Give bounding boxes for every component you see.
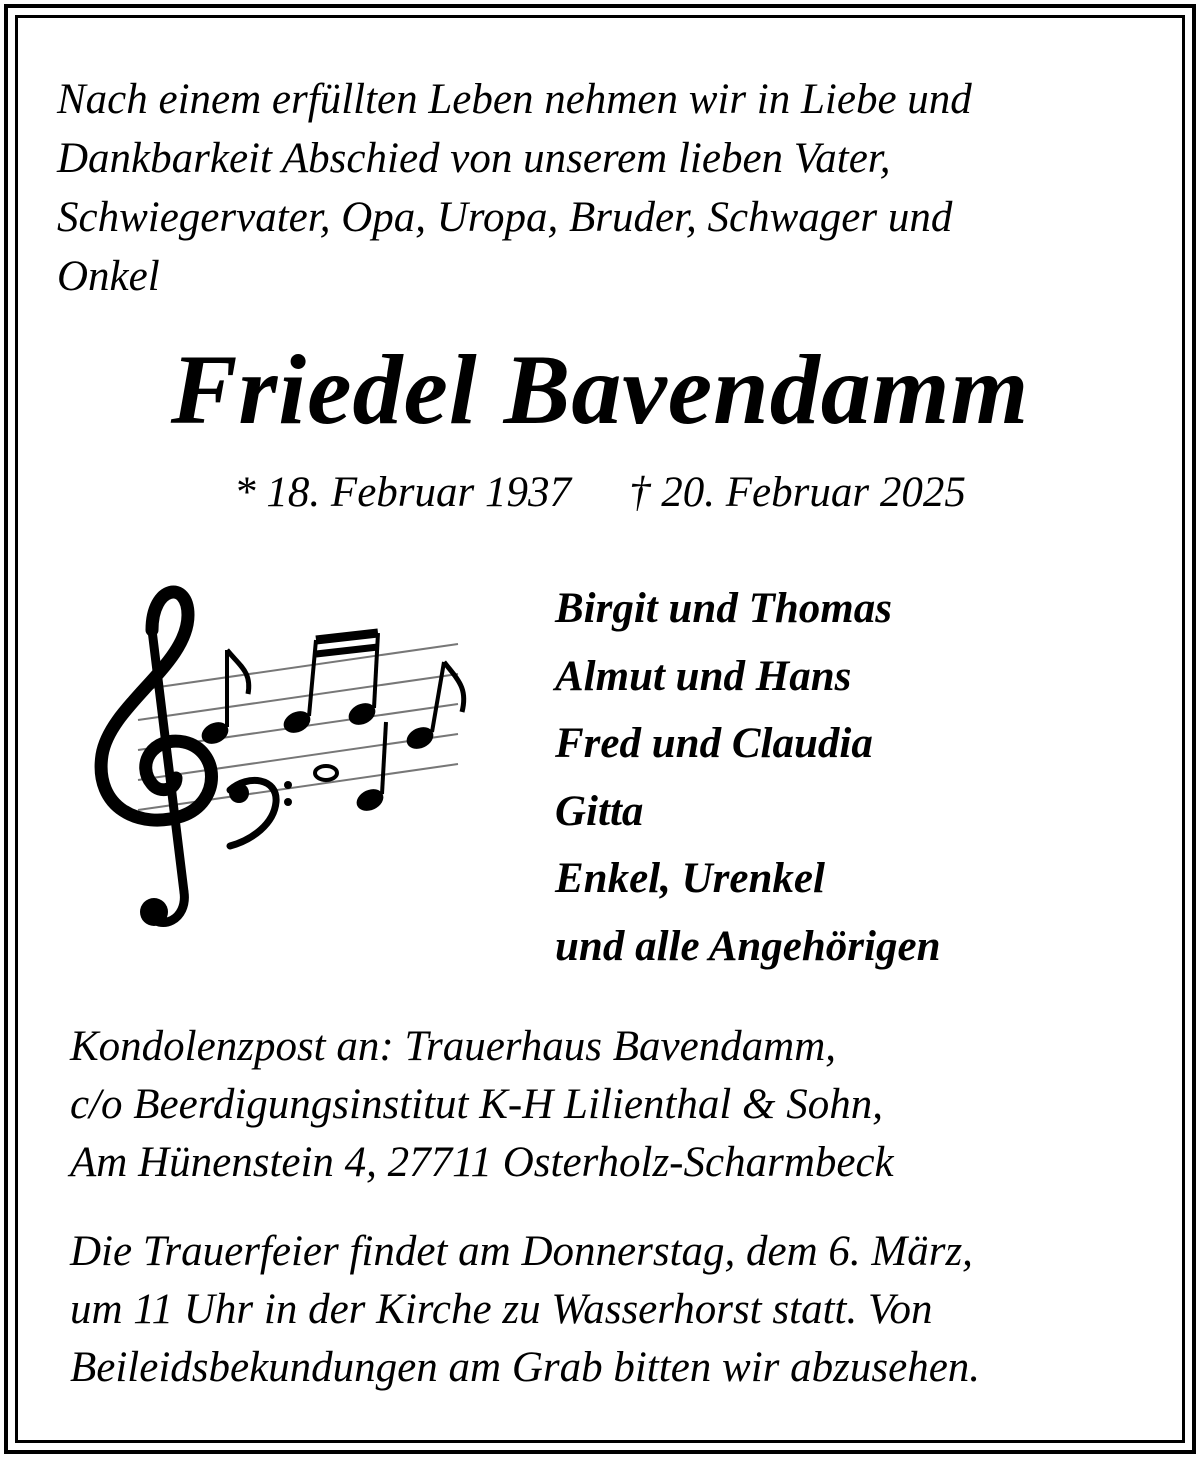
- ceremony-line: um 11 Uhr in der Kirche zu Wasserhorst statt. Von: [70, 1286, 933, 1333]
- deceased-name: Friedel Bavendamm: [170, 334, 1030, 445]
- intro-line: Schwiegervater, Opa, Uropa, Bruder, Schwager und: [57, 194, 953, 241]
- condolence-line: Am Hünenstein 4, 27711 Osterholz-Scharmbeck: [70, 1139, 894, 1186]
- birth-date: * 18. Februar 1937: [234, 469, 571, 516]
- ceremony-line: Beileidsbekundungen am Grab bitten wir abzusehen.: [70, 1344, 981, 1391]
- family-member: Almut und Hans: [555, 652, 852, 700]
- family-member: Fred und Claudia: [555, 720, 873, 767]
- intro-line: Nach einem erfüllten Leben nehmen wir in Liebe und: [57, 76, 972, 123]
- music-notes-icon: [80, 570, 480, 950]
- intro-line: Dankbarkeit Abschied von unserem lieben Vater,: [57, 135, 891, 182]
- life-dates: [0, 465, 1200, 521]
- family-member: Birgit und Thomas: [555, 585, 892, 632]
- ceremony-line: Die Trauerfeier findet am Donnerstag, dem 6. März,: [70, 1228, 973, 1275]
- condolence-line: c/o Beerdigungsinstitut K-H Lilienthal & Sohn,: [70, 1081, 883, 1128]
- intro-text: [57, 70, 1157, 306]
- family-member: Enkel, Urenkel: [555, 855, 825, 902]
- condolence-line: Kondolenzpost an: Trauerhaus Bavendamm,: [70, 1023, 837, 1070]
- family-list: [555, 575, 941, 980]
- family-member: und alle Angehörigen: [555, 922, 941, 970]
- condolence-address: [70, 1018, 1170, 1192]
- death-date: † 20. Februar 2025: [629, 469, 966, 516]
- family-member: Gitta: [555, 787, 644, 835]
- ceremony-notice: [70, 1223, 1170, 1397]
- intro-line: Onkel: [57, 253, 160, 300]
